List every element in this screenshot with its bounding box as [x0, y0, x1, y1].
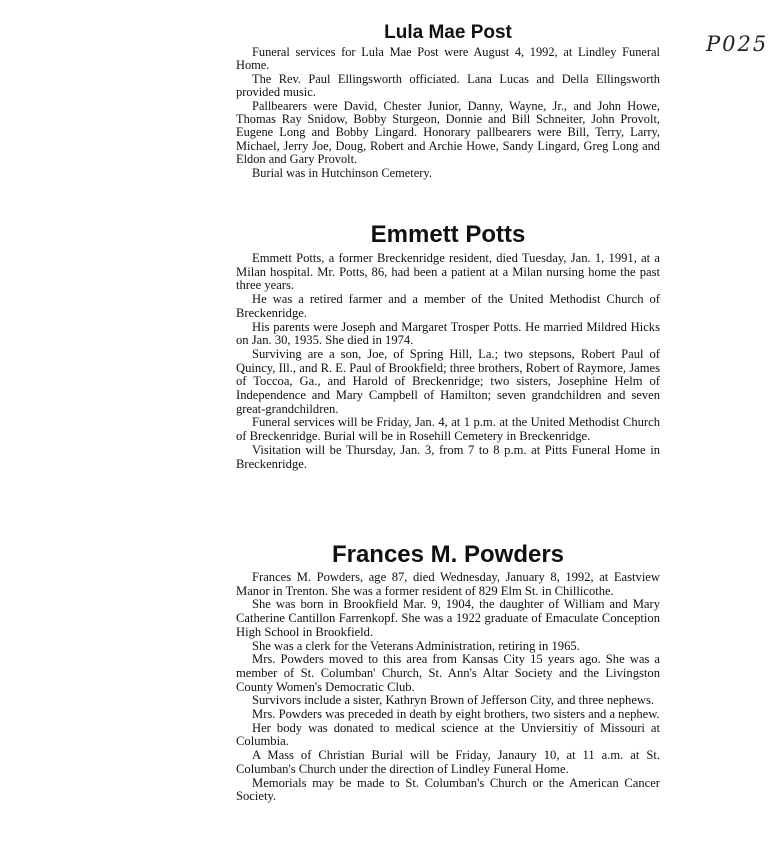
obituary-paragraph: Mrs. Powders moved to this area from Kansas City 15 years ago. She was a member of St. Columban' Church, St. Ann's Altar Society and the Livingston County Women's Democratic Club.: [236, 652, 660, 694]
obituary-title: Frances M. Powders: [331, 541, 565, 568]
obituary-emmett-potts: [236, 221, 660, 471]
obituary-title: Lula Mae Post: [384, 22, 512, 43]
obituary-paragraph: His parents were Joseph and Margaret Trosper Potts. He married Mildred Hicks on Jan. 30, 1935. She died in 1974.: [236, 319, 660, 348]
obituary-paragraph: Frances M. Powders, age 87, died Wednesday, January 8, 1992, at Eastview Manor in Trenton. She was a former resident of 829 Elm St. in Chillicothe.: [236, 570, 660, 598]
obituary-paragraph: A Mass of Christian Burial will be Friday, Janaury 10, at 11 a.m. at St. Columban's Church under the direction of Lindley Funeral Home.: [236, 748, 660, 776]
obituary-paragraph: The Rev. Paul Ellingsworth officiated. Lana Lucas and Della Ellingsworth provided music.: [236, 71, 660, 100]
handwritten-note: P025: [706, 32, 768, 56]
obituary-paragraph: Survivors include a sister, Kathryn Brown of Jefferson City, and three nephews.: [252, 693, 655, 708]
obituary-paragraph: Memorials may be made to St. Columban's Church or the American Cancer Society.: [236, 775, 660, 804]
obituary-paragraph: Surviving are a son, Joe, of Spring Hill, La.; two stepsons, Robert Paul of Quincy, Ill., and R. E. Paul of Brookfield; three brothers, Robert of Raymore, James of Toccoa, Ga., and Harold of Breckenridge; two sisters, Josephine Helm of Independence and Mary Campbell of Hamilton; seven grandchildren and seven great-grandchildren.: [236, 346, 660, 416]
obituary-paragraph: He was a retired farmer and a member of the United Methodist Church of Breckenridge.: [236, 292, 660, 320]
obituary-paragraph: Emmett Potts, a former Breckenridge resident, died Tuesday, Jan. 1, 1991, at a Milan hospital. Mr. Potts, 86, had been a patient at a Milan nursing home the past three years.: [236, 251, 660, 293]
obituary-paragraph: Her body was donated to medical science at the Unviersitiy of Missouri at Columbia.: [236, 720, 660, 749]
obituary-paragraph: She was born in Brookfield Mar. 9, 1904, the daughter of William and Mary Catherine Cantillon Farrenkopf. She was a 1922 graduate of Emaculate Conception High School in Brookfield.: [236, 597, 660, 639]
obituary-frances-m-powders: [236, 541, 660, 804]
obituary-title: Emmett Potts: [370, 221, 526, 248]
obituary-paragraph: Pallbearers were David, Chester Junior, Danny, Wayne, Jr., and John Howe, Thomas Ray Snidow, Bobby Sturgeon, Donnie and Bill Schneiter, John Provolt, Eugene Long and Bobby Lingard. Honorary pallbearers were Bill, Terry, Larry, Michael, Jerry Joe, Doug, Robert and Archie Howe, Sandy Lingard, Greg Long and Eldon and Gary Provolt.: [236, 98, 660, 167]
obituary-paragraph: Burial was in Hutchinson Cemetery.: [252, 165, 432, 180]
obituary-paragraph: Funeral services for Lula Mae Post were August 4, 1992, at Lindley Funeral Home.: [236, 45, 660, 73]
obituary-lula-mae-post: [236, 22, 660, 180]
obituary-paragraph: Funeral services will be Friday, Jan. 4, at 1 p.m. at the United Methodist Church of Breckenridge. Burial will be in Rosehill Cemetery in Breckenridge.: [236, 415, 660, 444]
obituary-paragraph: She was a clerk for the Veterans Administration, retiring in 1965.: [252, 638, 580, 653]
obituary-paragraph: Mrs. Powders was preceded in death by eight brothers, two sisters and a nephew.: [252, 707, 660, 722]
obituary-paragraph: Visitation will be Thursday, Jan. 3, from 7 to 8 p.m. at Pitts Funeral Home in Breckenridge.: [236, 442, 660, 471]
